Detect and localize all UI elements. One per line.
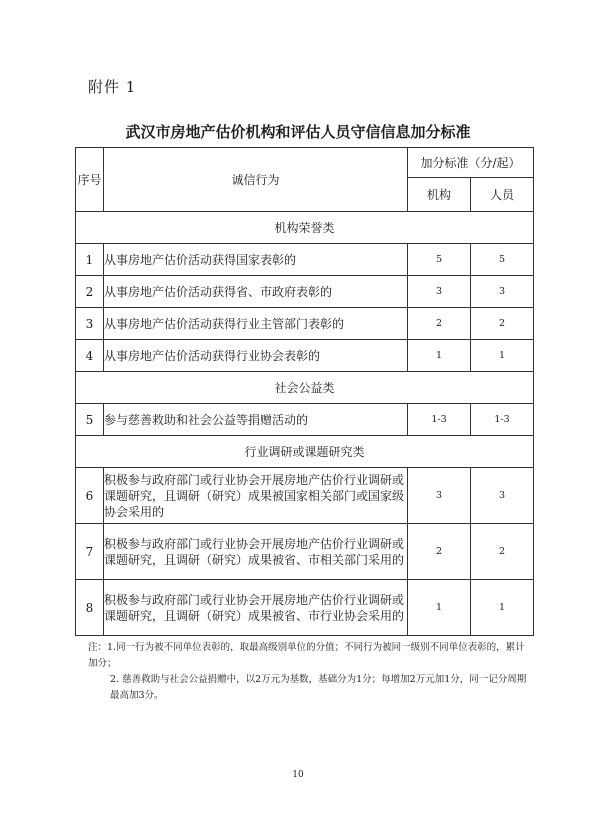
header-org: 机构 [408, 178, 471, 212]
scoring-table [75, 147, 534, 636]
table-row [76, 308, 534, 340]
table-row [76, 340, 534, 372]
row-desc: 积极参与政府部门或行业协会开展房地产估价行业调研或课题研究，且调研（研究）成果被省、市相关部门采用的 [104, 524, 408, 580]
row-desc: 从事房地产估价活动获得行业主管部门表彰的 [104, 308, 408, 340]
row-person-score: 2 [471, 308, 534, 340]
row-desc: 积极参与政府部门或行业协会开展房地产估价行业调研或课题研究，且调研（研究）成果被国家相关部门或国家级协会采用的 [104, 468, 408, 524]
row-desc: 从事房地产估价活动获得国家表彰的 [104, 244, 408, 276]
category-honor: 机构荣誉类 [76, 212, 534, 244]
header-behavior: 诚信行为 [104, 148, 408, 212]
row-org-score: 3 [408, 276, 471, 308]
row-desc: 从事房地产估价活动获得行业协会表彰的 [104, 340, 408, 372]
table-row [76, 524, 534, 580]
header-score: 加分标准（分/起） [408, 148, 534, 178]
row-desc: 参与慈善救助和社会公益等捐赠活动的 [104, 404, 408, 436]
row-seq: 5 [76, 404, 104, 436]
row-desc: 从事房地产估价活动获得省、市政府表彰的 [104, 276, 408, 308]
note-2: 2. 慈善救助与社会公益捐赠中，以2万元为基数，基础分为1分；每增加2万元加1分，同一记分周期最高加3分。 [110, 674, 527, 701]
table-header-row [76, 148, 534, 178]
row-org-score: 3 [408, 468, 471, 524]
row-person-score: 3 [471, 468, 534, 524]
row-seq: 6 [76, 468, 104, 524]
row-org-score: 2 [408, 308, 471, 340]
note-1: 注：1.同一行为被不同单位表彰的，取最高级别单位的分值；不同行为被同一级别不同单位表彰的，累计加分； [88, 642, 525, 669]
row-desc: 积极参与政府部门或行业协会开展房地产估价行业调研或课题研究，且调研（研究）成果被省、市行业协会采用的 [104, 580, 408, 636]
row-seq: 7 [76, 524, 104, 580]
table-row [76, 468, 534, 524]
table-row [76, 276, 534, 308]
header-seq: 序号 [76, 148, 104, 212]
category-row [76, 212, 534, 244]
row-org-score: 2 [408, 524, 471, 580]
table-row [76, 244, 534, 276]
category-welfare: 社会公益类 [76, 372, 534, 404]
header-person: 人员 [471, 178, 534, 212]
category-research: 行业调研或课题研究类 [76, 436, 534, 468]
row-person-score: 1 [471, 580, 534, 636]
page-number: 10 [292, 770, 304, 780]
row-person-score: 5 [471, 244, 534, 276]
row-seq: 1 [76, 244, 104, 276]
row-person-score: 3 [471, 276, 534, 308]
row-org-score: 1 [408, 340, 471, 372]
document-title: 武汉市房地产估价机构和评估人员守信信息加分标准 [125, 123, 471, 141]
category-row [76, 372, 534, 404]
table-row [76, 404, 534, 436]
row-seq: 8 [76, 580, 104, 636]
notes [88, 640, 528, 704]
row-person-score: 1-3 [471, 404, 534, 436]
row-seq: 3 [76, 308, 104, 340]
table-row [76, 580, 534, 636]
row-person-score: 1 [471, 340, 534, 372]
row-org-score: 5 [408, 244, 471, 276]
row-seq: 2 [76, 276, 104, 308]
row-org-score: 1 [408, 580, 471, 636]
row-seq: 4 [76, 340, 104, 372]
row-org-score: 1-3 [408, 404, 471, 436]
category-row [76, 436, 534, 468]
row-person-score: 2 [471, 524, 534, 580]
attachment-label: 附件 1 [88, 78, 137, 96]
